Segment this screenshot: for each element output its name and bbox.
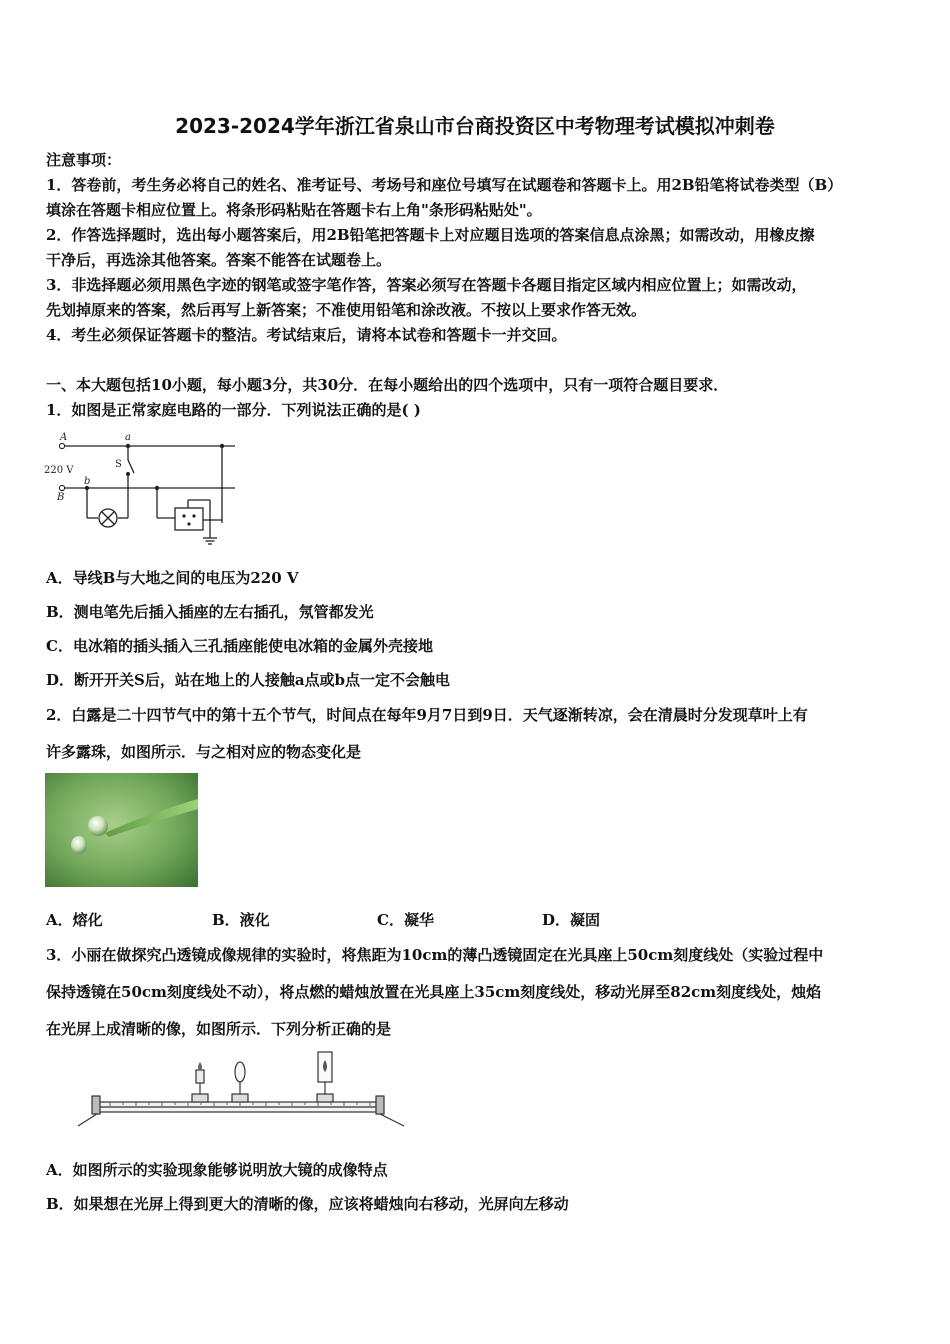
q2-option-c: C．凝华 [377, 911, 434, 929]
q3-option-a: A．如图所示的实验现象能够说明放大镜的成像特点 [46, 1161, 388, 1179]
label-b: b [84, 476, 91, 487]
label-S: S [115, 459, 122, 470]
notice-line: 3．非选择题必须用黑色字迹的钢笔或签字笔作答，答案必须写在答题卡各题目指定区域内相应位置上；如需改动， [46, 276, 807, 294]
label-B: B [57, 492, 65, 503]
notice-line: 1．答卷前，考生务必将自己的姓名、准考证号、考场号和座位号填写在试题卷和答题卡上。用2B铅笔将试卷类型（B） [46, 176, 843, 194]
optical-bench-diagram [70, 1050, 415, 1132]
section-heading: 一、本大题包括10小题，每小题3分，共30分．在每小题给出的四个选项中，只有一项符合题目要求． [46, 376, 729, 394]
question-2-stem-cont: 许多露珠，如图所示．与之相对应的物态变化是 [46, 743, 362, 761]
notice-line: 2．作答选择题时，选出每小题答案后，用2B铅笔把答题卡上对应题目选项的答案信息点涂黑；如需改动，用橡皮擦 [46, 226, 815, 244]
q1-option-a: A．导线B与大地之间的电压为220 V [46, 569, 299, 587]
q3-option-b: B．如果想在光屏上得到更大的清晰的像，应该将蜡烛向右移动，光屏向左移动 [46, 1195, 569, 1213]
q2-option-b: B．液化 [212, 911, 270, 929]
question-3-stem-cont2: 在光屏上成清晰的像，如图所示．下列分析正确的是 [46, 1020, 392, 1038]
notice-heading: 注意事项： [46, 151, 122, 169]
notice-line: 填涂在答题卡相应位置上。将条形码粘贴在答题卡右上角"条形码粘贴处"。 [46, 201, 542, 219]
dew-drop-photo [45, 773, 198, 887]
question-2-stem: 2．白露是二十四节气中的第十五个节气，时间点在每年9月7日到9日．天气逐渐转凉，会在清晨时分发现草叶上有 [46, 706, 808, 724]
label-a: a [125, 432, 131, 443]
label-A: A [60, 432, 68, 443]
q1-option-b: B．测电笔先后插入插座的左右插孔，氖管都发光 [46, 603, 374, 621]
label-voltage: 220 V [44, 465, 74, 476]
circuit-diagram [40, 428, 250, 546]
notice-line: 干净后，再选涂其他答案。答案不能答在试题卷上。 [46, 251, 392, 269]
q2-option-a: A．熔化 [46, 911, 103, 929]
q1-option-d: D．断开开关S后，站在地上的人接触a点或b点一定不会触电 [46, 671, 451, 689]
question-3-stem-cont: 保持透镜在50cm刻度线处不动），将点燃的蜡烛放置在光具座上35cm刻度线处，移动光屏至82cm刻度线处，烛焰 [46, 983, 822, 1001]
page-title: 2023-2024学年浙江省泉山市台商投资区中考物理考试模拟冲刺卷 [175, 114, 775, 138]
question-1-stem: 1．如图是正常家庭电路的一部分．下列说法正确的是( ) [46, 401, 421, 419]
notice-line: 4．考生必须保证答题卡的整洁。考试结束后，请将本试卷和答题卡一并交回。 [46, 326, 567, 344]
q1-option-c: C．电冰箱的插头插入三孔插座能使电冰箱的金属外壳接地 [46, 637, 433, 655]
q2-option-d: D．凝固 [542, 911, 601, 929]
question-3-stem: 3．小丽在做探究凸透镜成像规律的实验时，将焦距为10cm的薄凸透镜固定在光具座上50cm刻度线处（实验过程中 [46, 946, 824, 964]
notice-line: 先划掉原来的答案，然后再写上新答案；不准使用铅笔和涂改液。不按以上要求作答无效。 [46, 301, 647, 319]
